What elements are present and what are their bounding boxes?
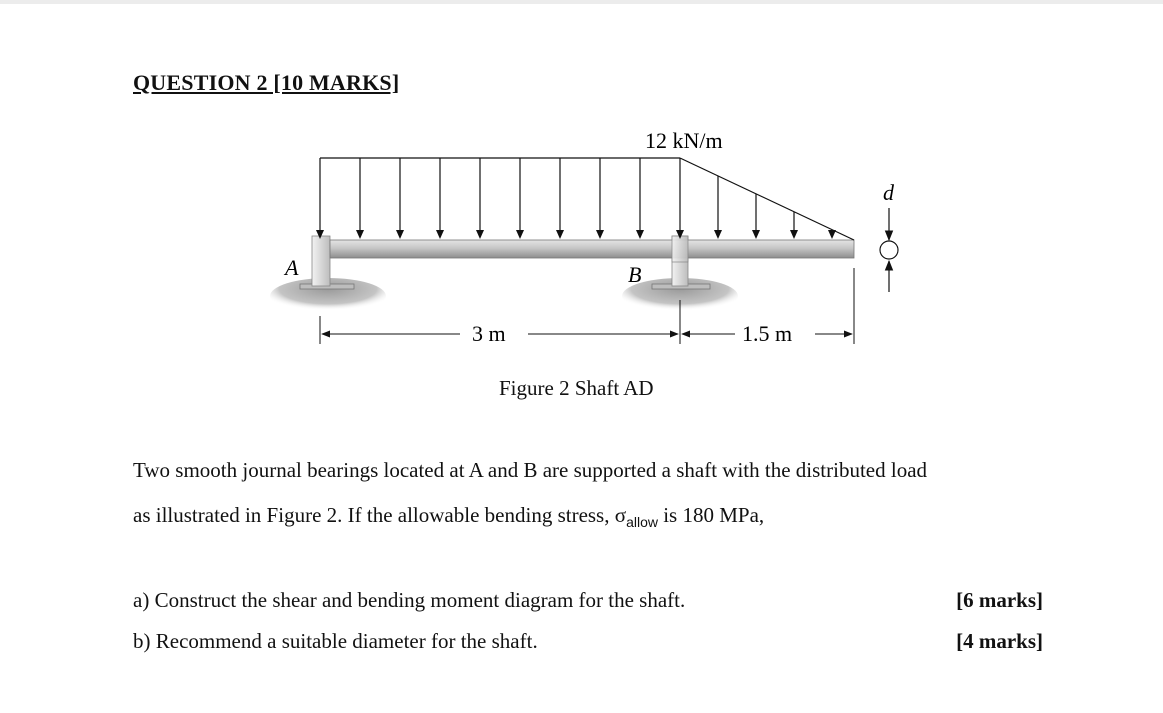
bearing-a (312, 236, 330, 286)
bearing-b-front (672, 236, 688, 262)
shaft (330, 240, 854, 258)
load-arrowhead-3 (436, 230, 444, 239)
question-b-text: b) Recommend a suitable diameter for the shaft. (133, 629, 538, 653)
load-arrowhead-7 (596, 230, 604, 239)
load-arrowhead-1 (356, 230, 364, 239)
load-arrowhead-2 (396, 230, 404, 239)
question-b-marks: [4 marks] (956, 629, 1043, 653)
load-arrowhead-11 (752, 230, 760, 239)
body-line-2 (133, 503, 1053, 529)
support-a-label: A (285, 255, 299, 280)
question-heading: QUESTION 2 [10 MARKS] (133, 70, 400, 95)
load-arrowhead-4 (476, 230, 484, 239)
sigma-subscript: allow (626, 514, 658, 530)
question-a-marks: [6 marks] (956, 588, 1043, 612)
body-line-2-before: as illustrated in Figure 2. If the allowable bending stress, (133, 503, 615, 527)
question-a-text: a) Construct the shear and bending moment diagram for the shaft. (133, 588, 686, 612)
load-label: 12 kN/m (645, 128, 723, 153)
load-arrowhead-8 (636, 230, 644, 239)
load-arrowhead-5 (516, 230, 524, 239)
diameter-label: d (883, 180, 894, 205)
span-bd-label: 1.5 m (742, 321, 793, 346)
load-arrows (316, 158, 836, 239)
body-line-1: Two smooth journal bearings located at A and B are supported a shaft with the distributed load (133, 458, 928, 482)
body-line-2-after: is 180 MPa, (657, 503, 765, 527)
span-ab-label: 3 m (472, 321, 506, 346)
figure-caption: Figure 2 Shaft AD (499, 376, 654, 400)
question-a (133, 588, 1043, 613)
load-arrowhead-6 (556, 230, 564, 239)
sigma-symbol: σ (614, 503, 627, 527)
support-b-label: B (628, 262, 642, 287)
load-arrowhead-13 (828, 230, 836, 239)
load-arrowhead-10 (714, 230, 722, 239)
load-arrowhead-12 (790, 230, 798, 239)
cross-section-icon (880, 208, 898, 292)
question-b (133, 629, 1043, 654)
